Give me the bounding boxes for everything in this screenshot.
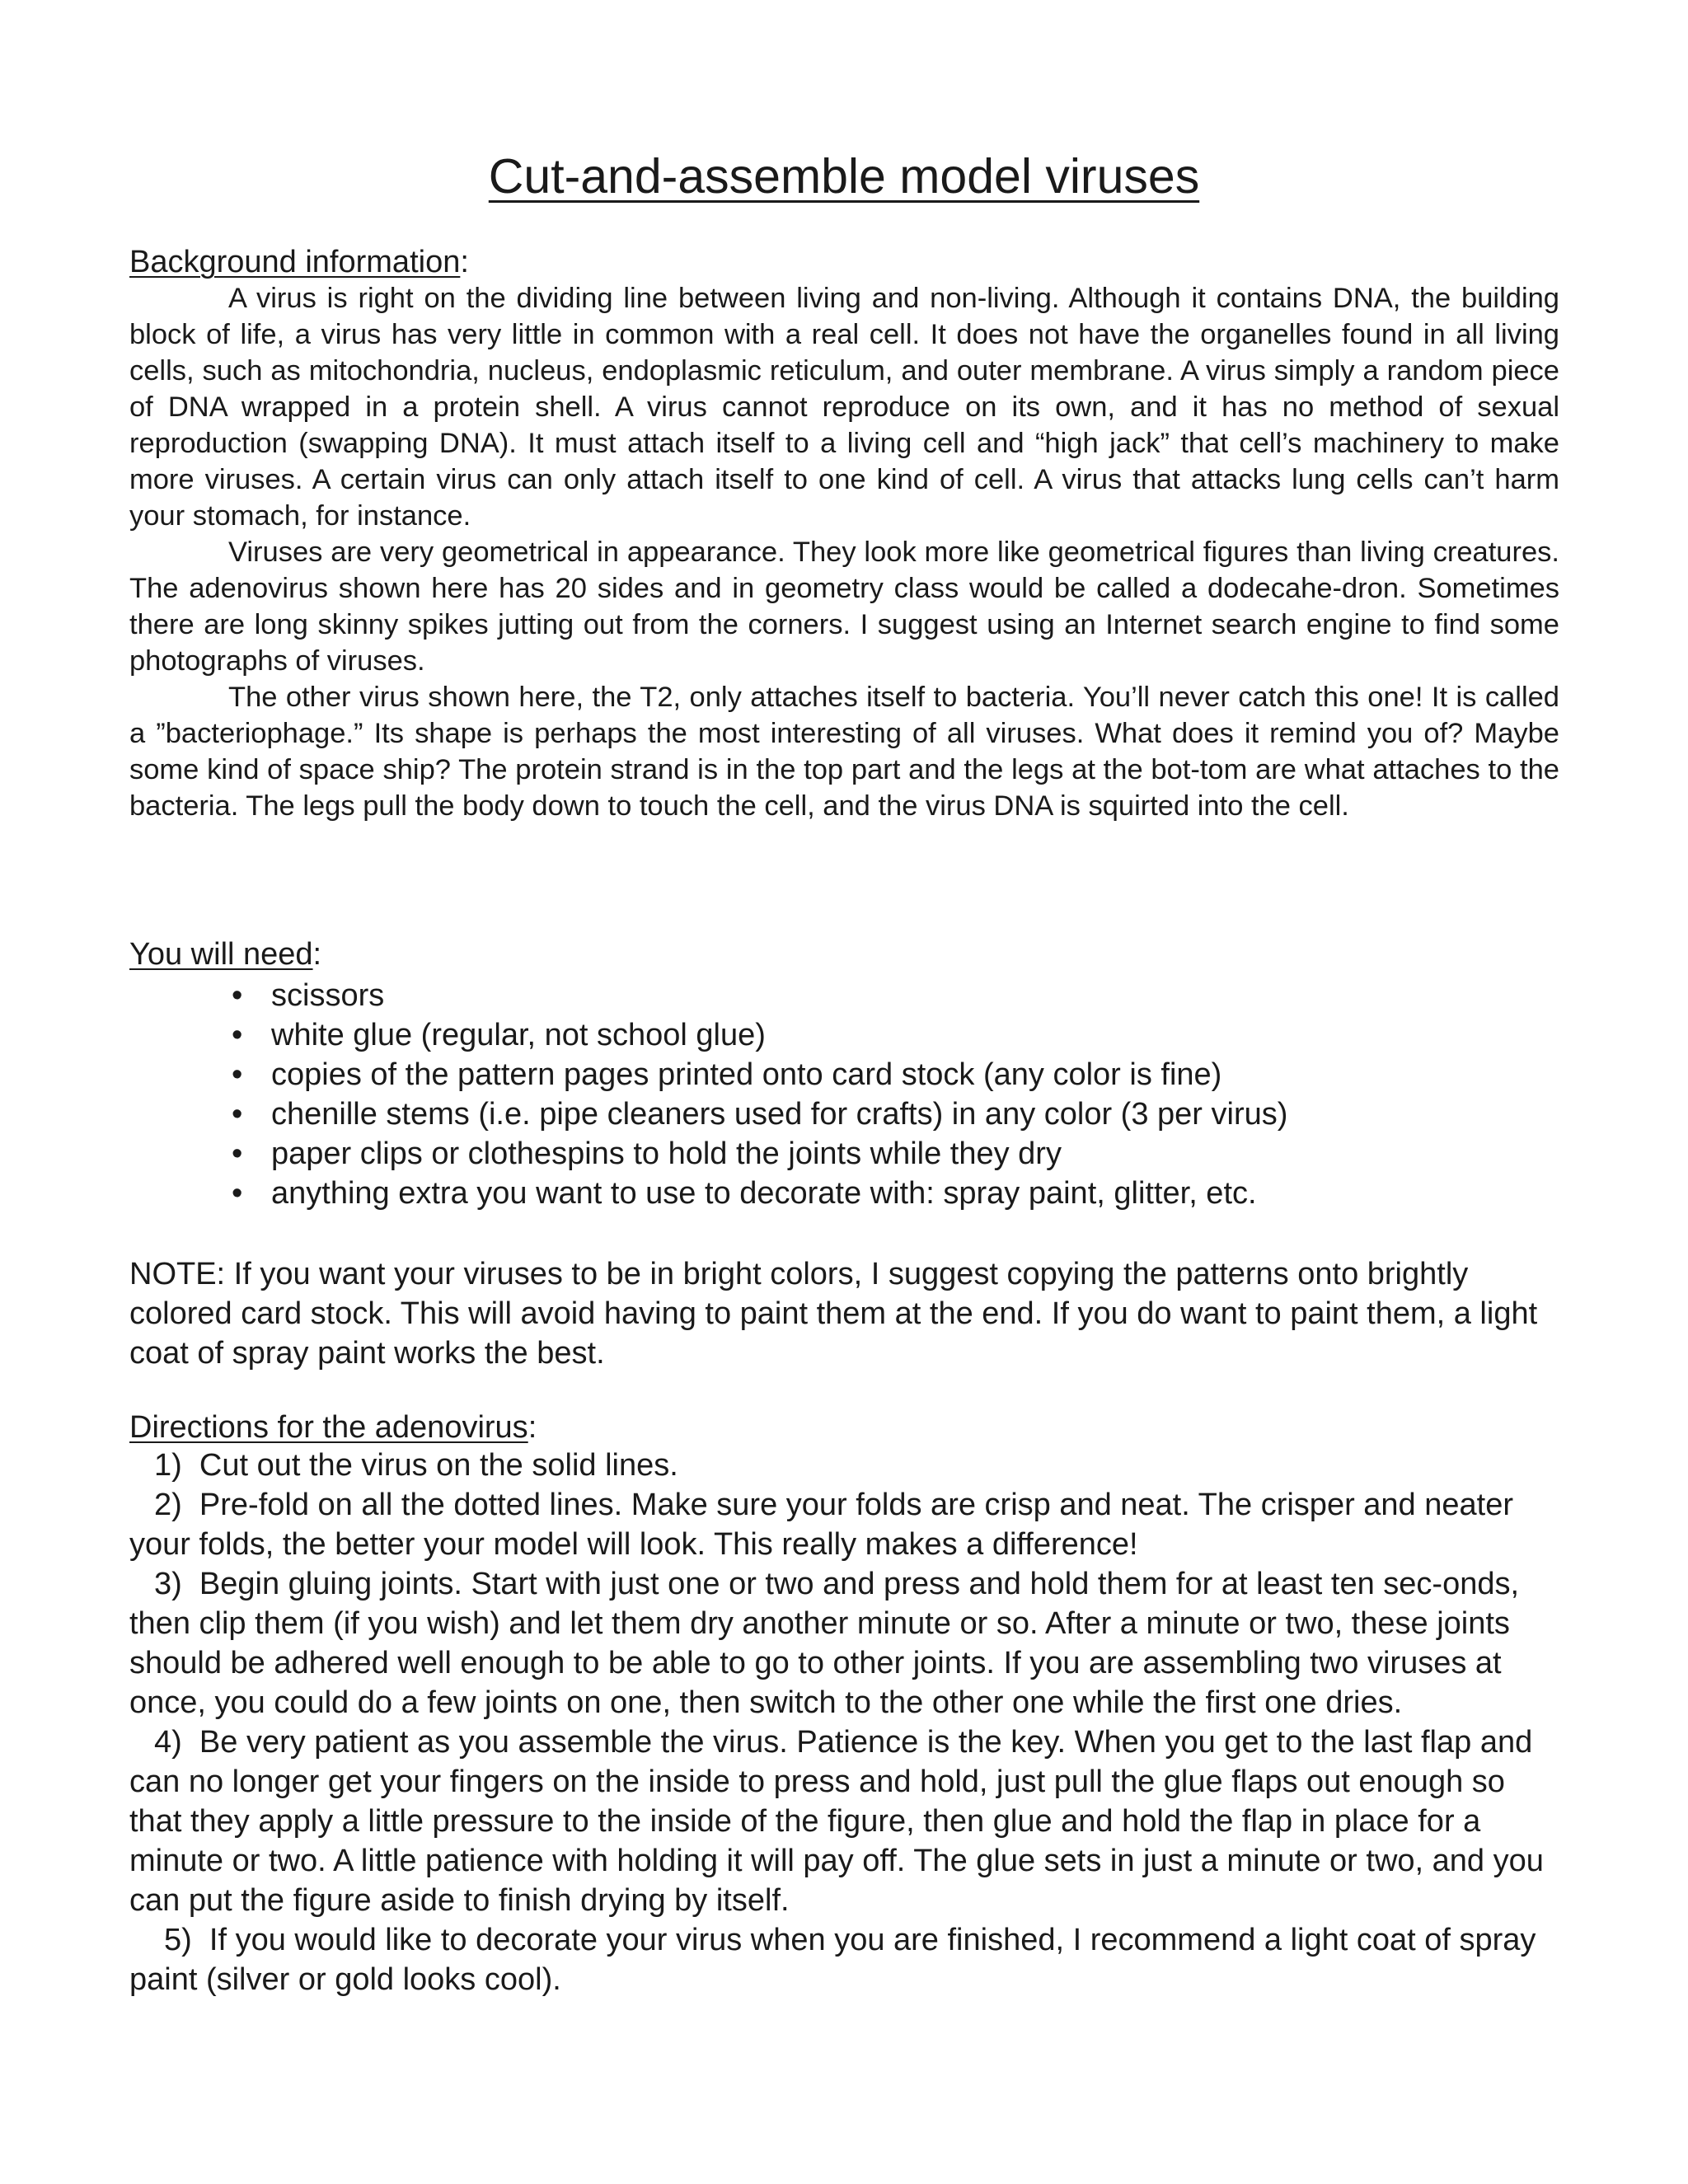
background-paragraph-3: The other virus shown here, the T2, only attaches itself to bacteria. You’ll never catch this one! It is called a ”bacteriophage.” Its shape is perhaps the most interesting of all viruses. What does it remind you of? Maybe some kind of space ship? The protein strand is in the top part and the legs at the bot-tom are what attaches to the bacteria. The legs pull the body down to touch the cell, and the virus DNA is squirted into the cell.	[129, 682, 1559, 822]
background-heading-colon: :	[460, 245, 469, 279]
page-title: Cut-and-assemble model viruses	[488, 149, 1200, 204]
list-item: • chenille stems (i.e. pipe cleaners used for crafts) in any color (3 per virus)	[232, 1094, 1559, 1134]
needs-heading-text: You will need	[129, 937, 313, 972]
needs-section	[129, 936, 1559, 1213]
background-heading-text: Background information	[129, 245, 461, 279]
directions-section	[129, 1409, 1559, 1999]
step-number: 5)	[164, 1923, 192, 1957]
note-section	[129, 1254, 1559, 1373]
step-number: 3)	[154, 1567, 182, 1601]
step-text: Begin gluing joints. Start with just one or two and press and hold them for at least ten sec-onds, then clip them (if you wish) and let them dry another minute or so. After a minute or two, these joints should be adhered well enough to be able to go to other joints. If you are assembling two viruses at once, you could do a few joints on one, then switch to the other one while the first one dries.	[129, 1567, 1520, 1720]
step-text: Cut out the virus on the solid lines.	[199, 1448, 678, 1483]
needs-heading-colon: :	[312, 937, 322, 972]
step-number: 2)	[154, 1488, 182, 1522]
step-text: Pre-fold on all the dotted lines. Make sure your folds are crisp and neat. The crisper and neater your folds, the better your model will look. This really makes a difference!	[129, 1488, 1513, 1562]
direction-step-4	[129, 1722, 1559, 1920]
background-paragraph-2: Viruses are very geometrical in appearance. They look more like geometrical figures than living creatures. The adenovirus shown here has 20 sides and in geometry class would be called a dodecahe-dron. Sometimes there are long skinny spikes jutting out from the corners. I suggest using an Internet search engine to find some photographs of viruses.	[129, 537, 1559, 677]
directions-heading-text: Directions for the adenovirus	[129, 1410, 528, 1445]
list-item: • copies of the pattern pages printed onto card stock (any color is fine)	[232, 1055, 1559, 1094]
direction-step-2	[129, 1485, 1559, 1564]
list-item: • scissors	[232, 976, 1559, 1015]
background-section	[129, 244, 1559, 824]
step-number: 4)	[154, 1725, 182, 1760]
needs-heading	[129, 936, 1559, 972]
step-text: Be very patient as you assemble the virus. Patience is the key. When you get to the last flap and can no longer get your fingers on the inside to press and hold, just pull the glue flaps out enough so that they apply a little pressure to the inside of the figure, then glue and hold the flap in place for a minute or two. A little patience with holding it will pay off. The glue sets in just a minute or two, and you can put the figure aside to finish drying by itself.	[129, 1725, 1544, 1918]
list-item: • white glue (regular, not school glue)	[232, 1015, 1559, 1055]
direction-step-3	[129, 1564, 1559, 1722]
direction-step-5	[129, 1920, 1559, 1999]
background-paragraph-1: A virus is right on the dividing line between living and non-living. Although it contains DNA, the building block of life, a virus has very little in common with a real cell. It does not have the organelles found in all living cells, such as mitochondria, nucleus, endoplasmic reticulum, and outer membrane. A virus simply a random piece of DNA wrapped in a protein shell. A virus cannot reproduce on its own, and it has no method of sexual reproduction (swapping DNA). It must attach itself to a living cell and “high jack” that cell’s machinery to make more viruses. A certain virus can only attach itself to one kind of cell. A virus that attacks lung cells can’t harm your stomach, for instance.	[129, 283, 1559, 532]
list-item: • anything extra you want to use to decorate with: spray paint, glitter, etc.	[232, 1174, 1559, 1213]
directions-heading-colon: :	[528, 1410, 537, 1445]
list-item: • paper clips or clothespins to hold the joints while they dry	[232, 1134, 1559, 1174]
step-text: If you would like to decorate your virus when you are finished, I recommend a light coat of spray paint (silver or gold looks cool).	[129, 1923, 1536, 1997]
needs-list	[129, 976, 1559, 1213]
note-text: NOTE: If you want your viruses to be in bright colors, I suggest copying the patterns onto brightly colored card stock. This will avoid having to paint them at the end. If you do want to paint them, a light coat of spray paint works the best.	[129, 1257, 1538, 1371]
direction-step-1	[129, 1446, 1559, 1485]
step-number: 1)	[154, 1448, 182, 1483]
directions-heading	[129, 1409, 1559, 1446]
background-heading	[129, 244, 1559, 280]
